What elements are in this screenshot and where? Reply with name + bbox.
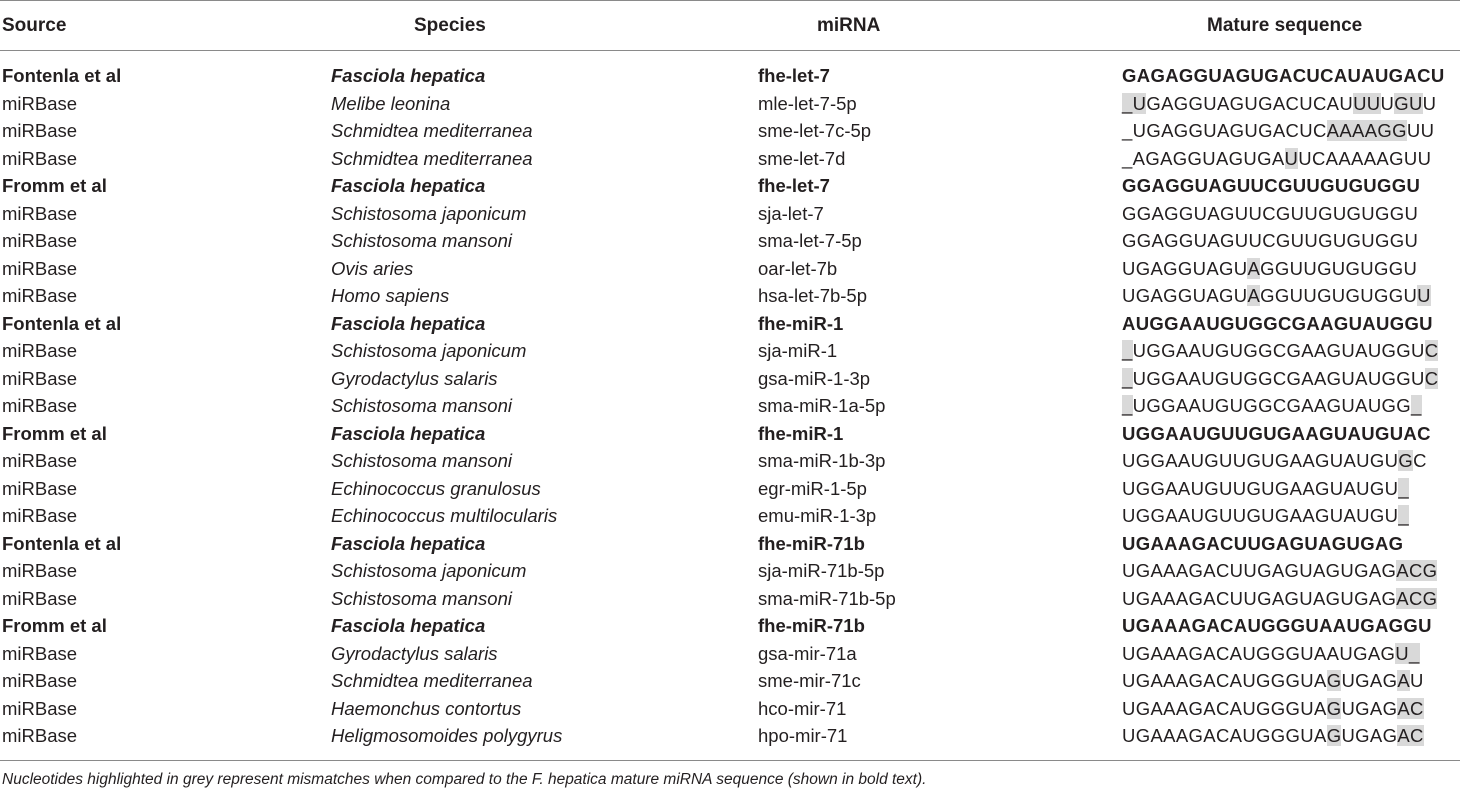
sequence-cell: UGGAAUGUUGUGAAGUAUGUAC (1122, 422, 1431, 444)
mirna-cell: fhe-miR-71b (758, 532, 865, 554)
mismatch-highlight: ACG (1396, 587, 1438, 609)
mismatch-highlight: GU (1394, 92, 1423, 114)
species-cell: Fasciola hepatica (331, 615, 486, 636)
species-cell: Gyrodactylus salaris (331, 642, 498, 664)
mismatch-highlight: _ (1398, 477, 1409, 499)
sequence-cell: UGAAAGACAUGGGUAAUGAGGU (1122, 615, 1432, 636)
table-row (0, 255, 1460, 283)
sequence-cell: UGAAAGACAUGGGUAAUGAGU_ (1122, 642, 1420, 664)
header-source: Source (2, 15, 67, 36)
source-cell: miRBase (2, 120, 78, 141)
sequence-cell: UGAAAGACUUGAGUAGUGAG (1122, 532, 1404, 554)
header-mature-sequence: Mature sequence (1207, 15, 1363, 36)
source-cell: miRBase (2, 450, 78, 471)
species-cell: Fasciola hepatica (331, 422, 486, 444)
table-body (0, 62, 1460, 750)
sequence-cell: UGAGGUAGUAGGUUGUGUGGU (1122, 257, 1418, 279)
mirna-cell: sma-miR-1b-3p (758, 450, 886, 471)
species-cell: Schistosoma japonicum (331, 340, 527, 361)
species-cell: Ovis aries (331, 257, 414, 279)
mirna-cell: sma-miR-71b-5p (758, 587, 896, 609)
species-cell: Schistosoma japonicum (331, 560, 527, 581)
mirna-cell: emu-miR-1-3p (758, 505, 877, 526)
sequence-cell: UGAAAGACUUGAGUAGUGAGACG (1122, 587, 1438, 609)
mirna-cell: fhe-miR-1 (758, 312, 844, 334)
source-cell: miRBase (2, 670, 78, 691)
table-row (0, 62, 1460, 90)
mismatch-highlight: AC (1397, 697, 1424, 719)
sequence-cell: UGAAAGACUUGAGUAGUGAGACG (1122, 560, 1438, 581)
mirna-cell: sja-miR-1 (758, 340, 838, 361)
mirna-cell: sma-let-7-5p (758, 230, 862, 251)
mismatch-highlight: A (1247, 257, 1261, 279)
source-cell: Fontenla et al (2, 532, 122, 554)
header-mirna: miRNA (817, 15, 881, 36)
table-row (0, 612, 1460, 640)
sequence-cell: UGGAAUGUUGUGAAGUAUGU_ (1122, 505, 1409, 526)
source-cell: miRBase (2, 697, 78, 719)
mismatch-highlight: UU (1353, 92, 1381, 114)
sequence-cell: UGAAAGACAUGGGUAGUGAGAC (1122, 697, 1424, 719)
mirna-cell: sme-let-7c-5p (758, 120, 872, 141)
sequence-cell: UGAAAGACAUGGGUAGUGAGAC (1122, 725, 1424, 746)
source-cell: miRBase (2, 230, 78, 251)
source-cell: Fontenla et al (2, 65, 122, 86)
mismatch-highlight: U_ (1395, 642, 1420, 664)
mismatch-highlight: ACG (1396, 560, 1438, 581)
mirna-cell: sme-let-7d (758, 147, 846, 169)
table-row (0, 530, 1460, 558)
source-cell: Fromm et al (2, 422, 107, 444)
table-row (0, 117, 1460, 145)
mismatch-highlight: _U (1122, 92, 1147, 114)
table-row (0, 722, 1460, 750)
mirna-cell: oar-let-7b (758, 257, 838, 279)
mirna-cell: sja-miR-71b-5p (758, 560, 885, 581)
mirna-cell: gsa-miR-1-3p (758, 367, 871, 389)
source-cell: miRBase (2, 147, 78, 169)
mirna-cell: sma-miR-1a-5p (758, 395, 886, 416)
mismatch-highlight: A (1397, 670, 1411, 691)
table-row (0, 282, 1460, 310)
mismatch-highlight: G (1326, 725, 1342, 746)
table-row (0, 392, 1460, 420)
table-row (0, 90, 1460, 118)
mismatch-highlight: U (1417, 285, 1431, 306)
table-row (0, 310, 1460, 338)
source-cell: Fromm et al (2, 615, 107, 636)
source-cell: miRBase (2, 725, 78, 746)
sequence-cell: GAGAGGUAGUGACUCAUAUGACU (1122, 65, 1445, 86)
mismatch-highlight: G (1326, 697, 1342, 719)
source-cell: miRBase (2, 560, 78, 581)
species-cell: Fasciola hepatica (331, 175, 486, 196)
table-row (0, 640, 1460, 668)
species-cell: Schistosoma mansoni (331, 587, 512, 609)
mirna-cell: gsa-mir-71a (758, 642, 857, 664)
sequence-cell: _UGGAAUGUGGCGAAGUAUGGUC (1122, 340, 1439, 361)
species-cell: Schmidtea mediterranea (331, 147, 533, 169)
source-cell: Fromm et al (2, 175, 107, 196)
mirna-cell: fhe-let-7 (758, 65, 830, 86)
source-cell: miRBase (2, 202, 78, 224)
mismatch-highlight: _ (1398, 505, 1409, 526)
mismatch-highlight: AC (1397, 725, 1424, 746)
species-cell: Schmidtea mediterranea (331, 120, 533, 141)
species-cell: Fasciola hepatica (331, 532, 486, 554)
species-cell: Melibe leonina (331, 92, 451, 114)
source-cell: miRBase (2, 505, 78, 526)
table-row (0, 337, 1460, 365)
sequence-cell: GGAGGUAGUUCGUUGUGUGGU (1122, 175, 1421, 196)
sequence-cell: _UGGAAUGUGGCGAAGUAUGGUC (1122, 367, 1439, 389)
mirna-cell: fhe-miR-71b (758, 615, 865, 636)
species-cell: Haemonchus contortus (331, 697, 522, 719)
mismatch-highlight: A (1247, 285, 1261, 306)
sequence-cell: UGAGGUAGUAGGUUGUGUGGUU (1122, 285, 1431, 306)
mismatch-highlight: _ (1122, 340, 1133, 361)
species-cell: Fasciola hepatica (331, 65, 486, 86)
mismatch-highlight: C (1424, 367, 1439, 389)
mismatch-highlight: _ (1411, 395, 1422, 416)
header-rule (0, 50, 1460, 51)
mirna-cell: sja-let-7 (758, 202, 824, 224)
mirna-cell: hsa-let-7b-5p (758, 285, 868, 306)
mismatch-highlight: _ (1122, 395, 1133, 416)
table-footnote: Nucleotides highlighted in grey represent mismatches when compared to the F. hepatica mature miRNA sequence (shown in bold text). (2, 771, 927, 788)
mismatch-highlight: U (1284, 147, 1299, 169)
table-row (0, 502, 1460, 530)
source-cell: miRBase (2, 285, 78, 306)
species-cell: Schmidtea mediterranea (331, 670, 533, 691)
sequence-cell: UGGAAUGUUGUGAAGUAUGUGC (1122, 450, 1427, 471)
sequence-cell: UGGAAUGUUGUGAAGUAUGU_ (1122, 477, 1409, 499)
source-cell: miRBase (2, 367, 78, 389)
species-cell: Schistosoma mansoni (331, 395, 512, 416)
mirna-cell: hpo-mir-71 (758, 725, 848, 746)
sequence-cell: GGAGGUAGUUCGUUGUGUGGU (1122, 202, 1419, 224)
species-cell: Echinococcus multilocularis (331, 505, 558, 526)
mirna-cell: sme-mir-71c (758, 670, 861, 691)
species-cell: Schistosoma mansoni (331, 230, 512, 251)
source-cell: miRBase (2, 477, 78, 499)
table-row (0, 365, 1460, 393)
table-top-rule (0, 0, 1460, 1)
mirna-cell: fhe-let-7 (758, 175, 830, 196)
mismatch-highlight: C (1424, 340, 1439, 361)
table-bottom-rule (0, 760, 1460, 761)
species-cell: Heligmosomoides polygyrus (331, 725, 563, 746)
species-cell: Schistosoma japonicum (331, 202, 527, 224)
sequence-cell: UGAAAGACAUGGGUAGUGAGAU (1122, 670, 1424, 691)
mirna-cell: mle-let-7-5p (758, 92, 857, 114)
mirna-cell: hco-mir-71 (758, 697, 847, 719)
mirna-cell: egr-miR-1-5p (758, 477, 867, 499)
mirna-cell: fhe-miR-1 (758, 422, 844, 444)
species-cell: Gyrodactylus salaris (331, 367, 498, 389)
table-row (0, 447, 1460, 475)
sequence-cell: _UGAGGUAGUGACUCAUUUUGUU (1122, 92, 1437, 114)
table-row (0, 227, 1460, 255)
species-cell: Fasciola hepatica (331, 312, 486, 334)
sequence-cell: _UGAGGUAGUGACUCAAAAGGUU (1122, 120, 1435, 141)
source-cell: miRBase (2, 340, 78, 361)
table-row (0, 475, 1460, 503)
table-row (0, 200, 1460, 228)
sequence-cell: AUGGAAUGUGGCGAAGUAUGGU (1122, 312, 1433, 334)
table-row (0, 585, 1460, 613)
sequence-cell: _AGAGGUAGUGAUUCAAAAAGUU (1122, 147, 1432, 169)
source-cell: miRBase (2, 395, 78, 416)
sequence-cell: GGAGGUAGUUCGUUGUGUGGU (1122, 230, 1419, 251)
mismatch-highlight: _ (1122, 367, 1133, 389)
source-cell: Fontenla et al (2, 312, 122, 334)
sequence-cell: _UGGAAUGUGGCGAAGUAUGG_ (1122, 395, 1422, 416)
source-cell: miRBase (2, 587, 78, 609)
table-row (0, 667, 1460, 695)
species-cell: Homo sapiens (331, 285, 450, 306)
source-cell: miRBase (2, 92, 78, 114)
mismatch-highlight: G (1326, 670, 1342, 691)
species-cell: Echinococcus granulosus (331, 477, 541, 499)
mismatch-highlight: G (1398, 450, 1414, 471)
species-cell: Schistosoma mansoni (331, 450, 512, 471)
table-row (0, 420, 1460, 448)
table-row (0, 695, 1460, 723)
table-row (0, 145, 1460, 173)
source-cell: miRBase (2, 257, 78, 279)
header-species: Species (414, 15, 486, 36)
source-cell: miRBase (2, 642, 78, 664)
mismatch-highlight: AAAAGG (1326, 120, 1407, 141)
table-row (0, 172, 1460, 200)
table-row (0, 557, 1460, 585)
